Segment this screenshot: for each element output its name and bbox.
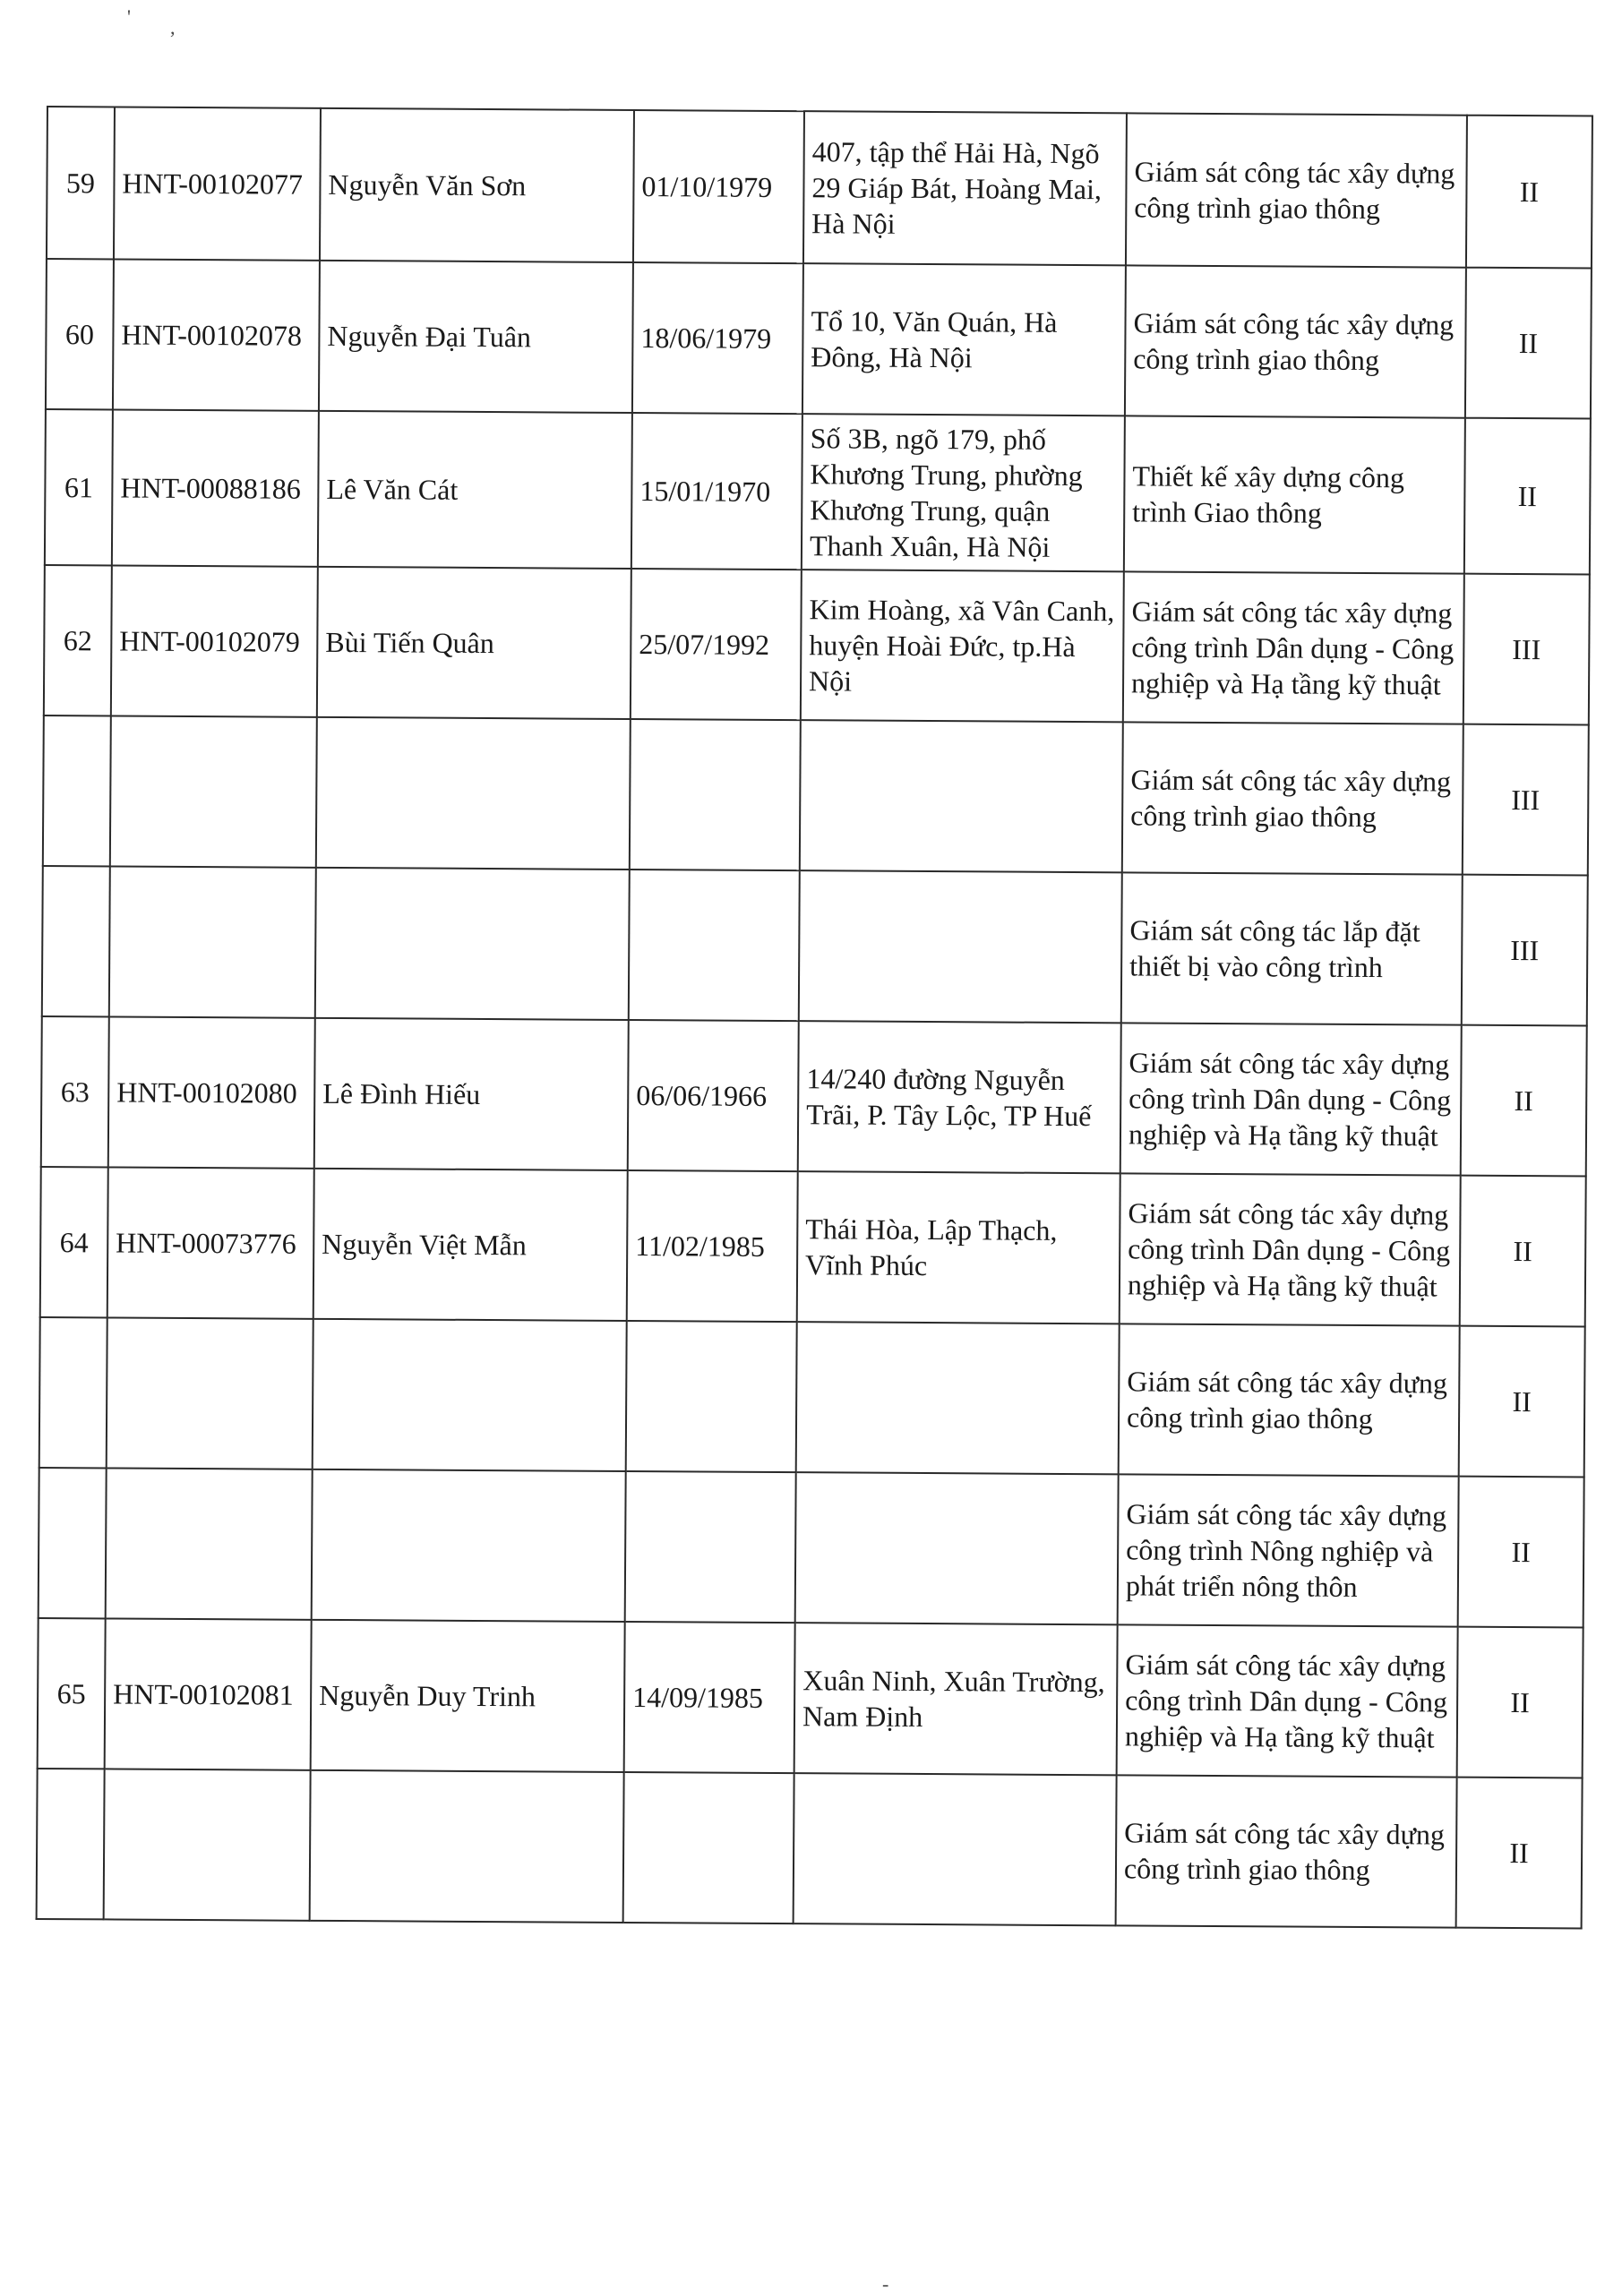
person-name (315, 868, 630, 1020)
date-of-birth (626, 1321, 797, 1472)
certificate-code (109, 866, 316, 1017)
grade: II (1466, 116, 1592, 269)
address (796, 1322, 1120, 1474)
address: Số 3B, ngõ 179, phố Khương Trung, phường Khương Trung, quận Thanh Xuân, Hà Nội (802, 414, 1125, 571)
table-row (43, 715, 1589, 876)
table-row (45, 409, 1591, 575)
practice-field: Giám sát công tác xây dựng công trình giao thông (1116, 1775, 1457, 1927)
date-of-birth: 14/09/1985 (624, 1622, 795, 1773)
address (799, 870, 1122, 1023)
grade: II (1461, 1025, 1587, 1177)
practice-field: Giám sát công tác xây dựng công trình giao thông (1119, 1324, 1460, 1476)
grade: II (1464, 418, 1591, 575)
address: Xuân Ninh, Xuân Trường, Nam Định (794, 1623, 1118, 1775)
table-row (39, 1468, 1584, 1628)
scan-mark: - (882, 2273, 889, 2295)
certificate-code: HNT-00102080 (108, 1016, 315, 1168)
grade: II (1458, 1477, 1584, 1628)
person-name: Bùi Tiến Quân (317, 567, 631, 719)
table-row (47, 107, 1592, 269)
certificate-code (106, 1468, 313, 1619)
table-row (40, 1167, 1586, 1327)
person-name (312, 1469, 626, 1622)
address (795, 1472, 1119, 1624)
records-table (36, 106, 1593, 1930)
table-row (46, 259, 1592, 419)
certificate-code (110, 715, 317, 867)
certificate-code: HNT-00102079 (111, 565, 318, 716)
practice-field: Giám sát công tác xây dựng công trình Dân dụng - Công nghiệp và Hạ tầng kỹ thuật (1120, 1173, 1461, 1325)
address: Thái Hòa, Lập Thạch, Vĩnh Phúc (797, 1171, 1120, 1324)
date-of-birth (630, 719, 801, 870)
grade: II (1460, 1176, 1586, 1327)
practice-field: Giám sát công tác xây dựng công trình giao thông (1125, 265, 1466, 417)
date-of-birth (623, 1772, 794, 1923)
person-name: Nguyễn Đại Tuân (319, 261, 633, 413)
date-of-birth: 01/10/1979 (633, 110, 804, 263)
date-of-birth: 18/06/1979 (632, 262, 803, 414)
address: Tổ 10, Văn Quán, Hà Đông, Hà Nội (802, 263, 1126, 416)
date-of-birth (625, 1471, 796, 1623)
person-name: Lê Văn Cát (318, 411, 632, 569)
person-name (310, 1770, 624, 1923)
address (800, 720, 1123, 872)
table-row (44, 565, 1590, 725)
grade: II (1465, 268, 1592, 419)
row-number (37, 1769, 105, 1919)
practice-field: Giám sát công tác xây dựng công trình giao thông (1122, 722, 1463, 874)
grade: II (1457, 1627, 1583, 1778)
certificate-code: HNT-00102078 (113, 259, 320, 410)
date-of-birth: 11/02/1985 (627, 1170, 798, 1322)
address: Kim Hoàng, xã Vân Canh, huyện Hoài Đức, tp.Hà Nội (801, 570, 1124, 722)
person-name: Nguyễn Duy Trinh (311, 1620, 625, 1772)
practice-field: Giám sát công tác xây dựng công trình Nông nghiệp và phát triển nông thôn (1118, 1474, 1459, 1626)
table-row (41, 1016, 1587, 1177)
table-row (39, 1317, 1585, 1478)
person-name: Lê Đình Hiếu (314, 1018, 629, 1170)
address: 14/240 đường Nguyễn Trãi, P. Tây Lộc, TP Huế (798, 1021, 1121, 1173)
grade: III (1463, 724, 1589, 876)
grade: II (1456, 1778, 1583, 1929)
scan-mark: , (170, 16, 176, 39)
row-number (42, 866, 110, 1016)
row-number: 64 (40, 1167, 108, 1317)
person-name (313, 1319, 627, 1471)
person-name (316, 717, 631, 870)
row-number: 60 (46, 259, 114, 409)
table-row (42, 866, 1588, 1026)
practice-field: Thiết kế xây dựng công trình Giao thông (1124, 416, 1465, 573)
address: 407, tập thể Hải Hà, Ngõ 29 Giáp Bát, Hoàng Mai, Hà Nội (803, 111, 1127, 265)
certificate-code: HNT-00102077 (114, 107, 321, 260)
practice-field: Giám sát công tác xây dựng công trình Dân dụng - Công nghiệp và Hạ tầng kỹ thuật (1117, 1624, 1458, 1777)
certificate-code: HNT-00073776 (107, 1167, 314, 1318)
grade: II (1459, 1326, 1585, 1478)
address (794, 1773, 1117, 1925)
practice-field: Giám sát công tác xây dựng công trình Dân dụng - Công nghiệp và Hạ tầng kỹ thuật (1123, 571, 1464, 724)
practice-field: Giám sát công tác xây dựng công trình Dân dụng - Công nghiệp và Hạ tầng kỹ thuật (1120, 1023, 1462, 1175)
table-row (38, 1618, 1583, 1778)
person-name: Nguyễn Việt Mẫn (313, 1169, 628, 1321)
table-row (37, 1769, 1583, 1929)
row-number: 65 (38, 1618, 106, 1769)
date-of-birth: 25/07/1992 (631, 569, 802, 720)
row-number: 62 (44, 565, 112, 715)
date-of-birth: 06/06/1966 (628, 1020, 799, 1171)
row-number: 59 (47, 107, 115, 259)
certificate-code (107, 1317, 313, 1469)
row-number (39, 1468, 107, 1618)
certificate-code: HNT-00088186 (112, 409, 319, 566)
row-number (39, 1317, 107, 1468)
practice-field: Giám sát công tác xây dựng công trình giao thông (1126, 113, 1467, 267)
grade: III (1462, 875, 1588, 1026)
certificate-code (104, 1769, 311, 1920)
row-number (43, 715, 111, 866)
certificate-code: HNT-00102081 (105, 1618, 312, 1769)
scan-mark: ' (127, 5, 131, 28)
practice-field: Giám sát công tác lắp đặt thiết bị vào công trình (1121, 872, 1463, 1024)
person-name: Nguyễn Văn Sơn (320, 108, 634, 262)
grade: III (1463, 574, 1590, 725)
date-of-birth: 15/01/1970 (631, 413, 802, 570)
row-number: 63 (41, 1016, 109, 1167)
row-number: 61 (45, 409, 113, 565)
date-of-birth (629, 870, 800, 1021)
